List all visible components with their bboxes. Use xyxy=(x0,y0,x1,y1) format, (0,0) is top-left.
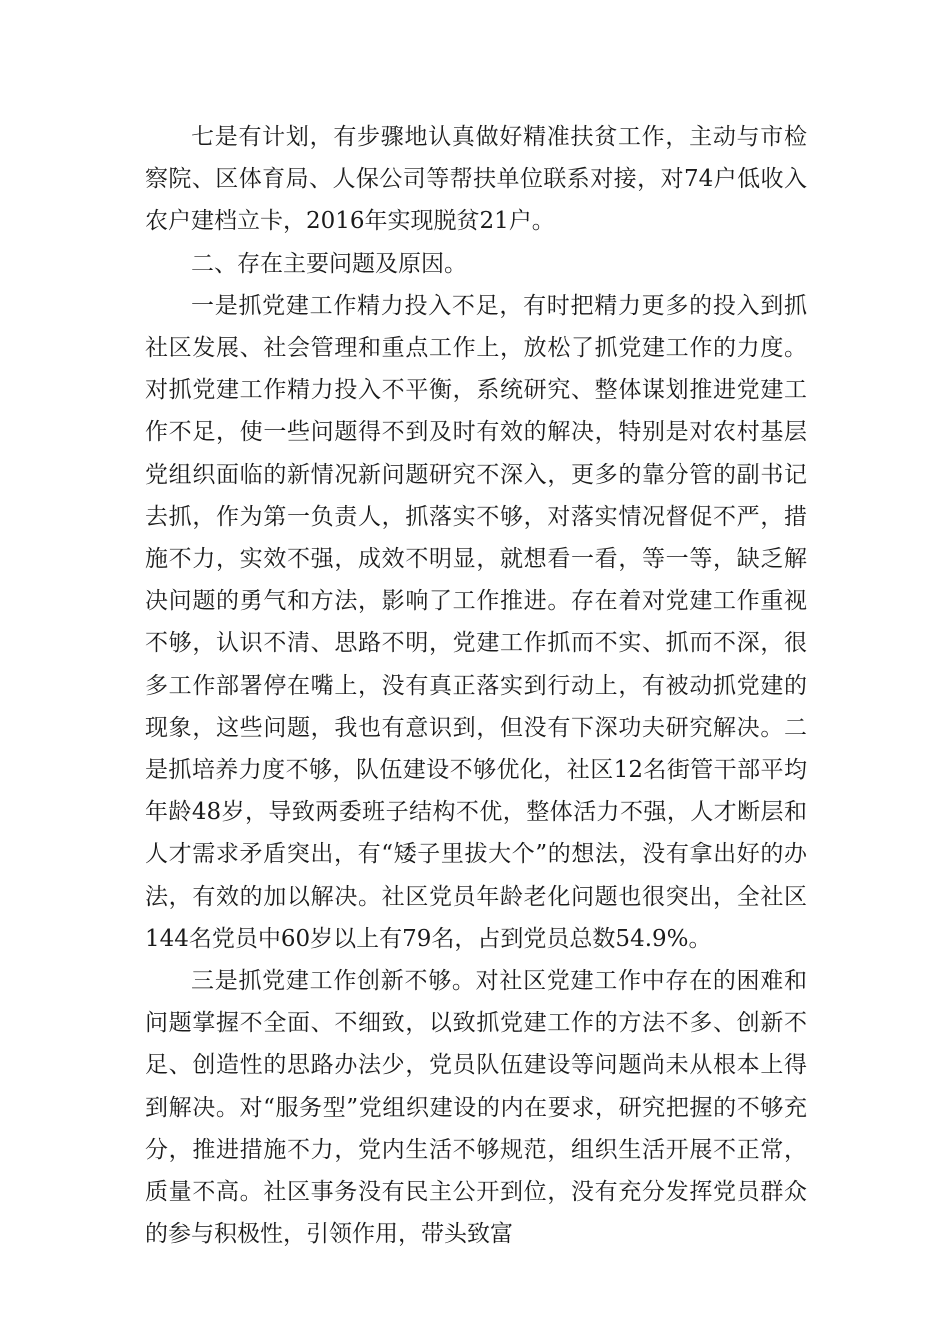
paragraph-poverty-alleviation: 七是有计划，有步骤地认真做好精准扶贫工作，主动与市检察院、区体育局、人保公司等帮扶单位联系对接，对74户低收入农户建档立卡，2016年实现脱贫21户。 xyxy=(145,124,807,235)
paragraph-problem-one: 一是抓党建工作精力投入不足，有时把精力更多的投入到抓社区发展、社会管理和重点工作上，放松了抓党建工作的力度。对抓党建工作精力投入不平衡，系统研究、整体谋划推进党建工作不足，使一些问题得不到及时有效的解决，特别是对农村基层党组织面临的新情况新问题研究不深入，更多的靠分管的副书记去抓，作为第一负责人，抓落实不够，对落实情况督促不严，措施不力，实效不强，成效不明显，就想看一看，等一等，缺乏解决问题的勇气和方法，影响了工作推进。存在着对党建工作重视不够，认识不清、思路不明，党建工作抓而不实、抓而不深，很多工作部署停在嘴上，没有真正落实到行动上，有被动抓党建的现象，这些问题，我也有意识到，但没有下深功夫研究解决。二是抓培养力度不够，队伍建设不够优化，社区12名街管干部平均年龄48岁，导致两委班子结构不优，整体活力不强，人才断层和人才需求矛盾突出，有“矮子里拔大个”的想法，没有拿出好的办法，有效的加以解决。社区党员年龄老化问题也很突出，全社区144名党员中60岁以上有79名，占到党员总数54.9%。 xyxy=(145,292,807,952)
section-heading-problems: 二、存在主要问题及原因。 xyxy=(191,250,467,277)
paragraph-problem-three: 三是抓党建工作创新不够。对社区党建工作中存在的困难和问题掌握不全面、不细致，以致抓党建工作的方法不多、创新不足、创造性的思路办法少，党员队伍建设等问题尚未从根本上得到解决。对“服务型”党组织建设的内在要求，研究把握的不够充分，推进措施不力，党内生活不够规范，组织生活开展不正常，质量不高。社区事务没有民主公开到位，没有充分发挥党员群众的参与积极性，引领作用，带头致富 xyxy=(145,968,807,1248)
document-body xyxy=(145,116,807,1255)
